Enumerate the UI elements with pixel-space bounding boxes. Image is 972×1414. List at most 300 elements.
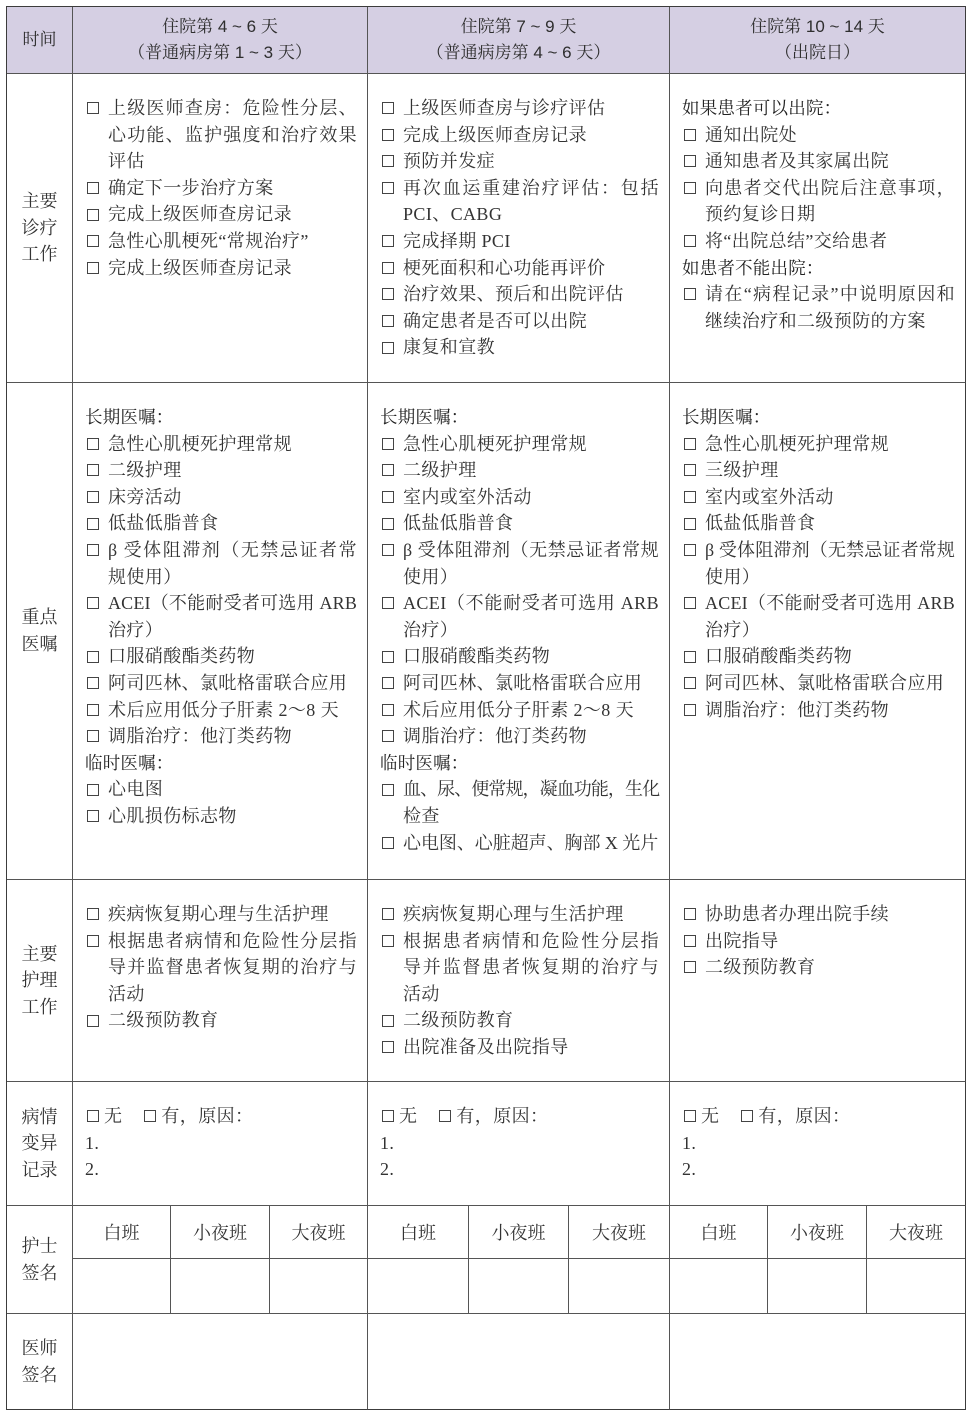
checklist-item-text: [108, 484, 357, 511]
checkbox[interactable]: [382, 129, 394, 141]
checklist-item[interactable]: [86, 697, 357, 724]
row-label-variance-record: [7, 1082, 73, 1206]
checkbox[interactable]: [382, 342, 394, 354]
checklist-item[interactable]: [683, 928, 955, 955]
row-label-line: 重点: [21, 607, 58, 628]
checkbox[interactable]: [382, 102, 394, 114]
checklist-item[interactable]: [683, 537, 955, 590]
checkbox[interactable]: [439, 1110, 451, 1122]
checklist-item[interactable]: [86, 484, 357, 511]
shift-evening-label: 小夜班: [768, 1206, 867, 1259]
checklist-item[interactable]: [381, 484, 659, 511]
orders-cell-day-7-9: [368, 383, 670, 880]
checklist-item-text: [108, 255, 357, 282]
checklist-item-text: [403, 1007, 659, 1034]
checklist-item-text: [108, 95, 357, 175]
text-line: ACEI（不能耐受者可选用 ARB: [705, 593, 955, 614]
text-line: 治疗）: [403, 619, 459, 640]
shift-evening-label: 小夜班: [469, 1206, 569, 1259]
time-header: [7, 7, 73, 74]
checklist-item-text: [705, 228, 955, 255]
checklist-item-text: [705, 643, 955, 670]
checklist-item[interactable]: [381, 1007, 659, 1034]
checklist-item[interactable]: [381, 776, 659, 829]
shift-night-label: 大夜班: [569, 1206, 669, 1259]
checklist-item-text: [705, 928, 955, 955]
text-line: 评估: [108, 151, 145, 172]
checklist-item-text: [403, 228, 659, 255]
checklist-item[interactable]: [381, 510, 659, 537]
checklist-item-text: [108, 803, 357, 830]
checklist-item[interactable]: [381, 928, 659, 1008]
checkbox[interactable]: [684, 704, 696, 716]
row-label-line: 签名: [21, 1262, 58, 1283]
checkbox[interactable]: [684, 438, 696, 450]
variance-reason-line: 2.: [380, 1159, 395, 1180]
section-heading: 长期医嘱：: [380, 407, 469, 427]
checkbox[interactable]: [684, 908, 696, 920]
checklist-item[interactable]: [381, 175, 659, 228]
row-label-key-orders: [7, 383, 73, 880]
checkbox[interactable]: [87, 935, 99, 947]
checkbox[interactable]: [87, 491, 99, 503]
text-line: 床旁活动: [108, 486, 182, 507]
checklist-item[interactable]: [86, 1007, 357, 1034]
text-line: 三级护理: [705, 460, 779, 481]
text-line: 通知患者及其家属出院: [705, 151, 889, 172]
checkbox[interactable]: [382, 235, 394, 247]
checkbox[interactable]: [87, 651, 99, 663]
checklist-item[interactable]: [683, 175, 955, 228]
checklist-item[interactable]: [683, 484, 955, 511]
text-line: 低盐低脂普食: [403, 513, 514, 534]
ward-day-subtitle: （普通病房第 4 ~ 6 天）: [426, 43, 611, 62]
checkbox[interactable]: [382, 597, 394, 609]
section-heading: 如果患者可以出院：: [682, 98, 842, 118]
checkbox[interactable]: [382, 1110, 394, 1122]
checkbox[interactable]: [684, 129, 696, 141]
checkbox[interactable]: [684, 288, 696, 300]
nursing-cell-day-7-9: [368, 880, 670, 1082]
checklist-item[interactable]: [683, 431, 955, 458]
checkbox[interactable]: [684, 651, 696, 663]
checklist: [381, 95, 659, 361]
text-line: 术后应用低分子肝素 2～8 天: [403, 699, 634, 720]
variance-option-yes[interactable]: [740, 1103, 850, 1130]
checklist-item[interactable]: [381, 830, 659, 857]
checkbox[interactable]: [382, 544, 394, 556]
checklist-item-text: [108, 723, 357, 750]
text-line: 急性心肌梗死护理常规: [108, 433, 292, 454]
checkbox[interactable]: [87, 704, 99, 716]
shift-grid: [73, 1206, 367, 1313]
text-line: 协助患者办理出院手续: [705, 904, 889, 924]
checklist-item[interactable]: [86, 175, 357, 202]
variance-option-yes[interactable]: [143, 1103, 253, 1130]
checkbox[interactable]: [382, 288, 394, 300]
checkbox[interactable]: [87, 730, 99, 742]
text-line: 再次血运重建治疗评估：包括: [403, 177, 659, 198]
checkbox[interactable]: [87, 235, 99, 247]
checklist-item-text: [403, 457, 659, 484]
text-line: 室内或室外活动: [403, 486, 532, 507]
checkbox[interactable]: [684, 961, 696, 973]
text-line: 确定患者是否可以出院: [403, 310, 587, 331]
day-shift-signature-field[interactable]: [670, 1259, 768, 1313]
text-line: 治疗）: [108, 619, 164, 640]
checklist-item-text: [403, 537, 659, 590]
evening-shift-signature-field[interactable]: [469, 1259, 569, 1313]
day-range-title: 住院第 4 ~ 6 天: [162, 17, 278, 36]
checkbox[interactable]: [684, 155, 696, 167]
checklist: [381, 404, 659, 856]
checklist-item-text: [108, 510, 357, 537]
checklist-item-text: [403, 776, 659, 829]
text-line: 导并监督患者恢复期的治疗与: [108, 957, 357, 978]
checklist-item[interactable]: [86, 431, 357, 458]
checklist-item-text: [108, 901, 357, 928]
checklist-item[interactable]: [86, 228, 357, 255]
checkbox[interactable]: [684, 544, 696, 556]
checkbox[interactable]: [684, 935, 696, 947]
checklist-item[interactable]: [381, 643, 659, 670]
checklist-item-text: [403, 697, 659, 724]
checklist-item[interactable]: [86, 803, 357, 830]
checkbox[interactable]: [382, 491, 394, 503]
text-line: 将“出院总结”交给患者: [705, 230, 888, 251]
checkbox[interactable]: [87, 597, 99, 609]
ward-day-subtitle: （普通病房第 1 ~ 3 天）: [128, 43, 312, 62]
day-column-header-1: [73, 7, 368, 74]
checkbox[interactable]: [382, 704, 394, 716]
text-line: 完成上级医师查房记录: [108, 257, 292, 278]
checkbox[interactable]: [87, 544, 99, 556]
day-column-header-2: [368, 7, 670, 74]
checklist-item[interactable]: [86, 255, 357, 282]
checklist: [86, 95, 357, 281]
variance-reason-line: 1.: [85, 1132, 100, 1153]
checklist-item[interactable]: [683, 697, 955, 724]
shift-night-label: 大夜班: [270, 1206, 367, 1259]
checkbox[interactable]: [144, 1110, 156, 1122]
text-line: 血、尿、便常规，凝血功能，生化: [403, 779, 659, 800]
checklist-item[interactable]: [381, 431, 659, 458]
checklist-item[interactable]: [381, 281, 659, 308]
checklist-item-text: [403, 431, 659, 458]
checkbox[interactable]: [382, 464, 394, 476]
checklist-item[interactable]: [381, 255, 659, 282]
variance-option-none[interactable]: [86, 1103, 122, 1130]
checkbox[interactable]: [684, 182, 696, 194]
option-label: 有，原因：: [161, 1106, 254, 1126]
text-line: 急性心肌梗死护理常规: [403, 433, 587, 454]
checkbox[interactable]: [87, 209, 99, 221]
checklist-item-text: [108, 537, 357, 590]
checklist-item-text: [108, 201, 357, 228]
checklist-item-text: [108, 697, 357, 724]
checklist-item[interactable]: [86, 457, 357, 484]
checklist-item[interactable]: [381, 95, 659, 122]
section-heading: 如患者不能出院：: [682, 257, 824, 278]
clinical-pathway-table: [6, 6, 966, 1410]
checklist-item-text: [705, 954, 955, 981]
row-label-diagnosis-work: [7, 74, 73, 383]
checklist-item[interactable]: [381, 697, 659, 724]
row-label-nurse-signature: [7, 1206, 73, 1314]
checklist-item[interactable]: [381, 148, 659, 175]
doctor-signature-field-day-10-14[interactable]: [670, 1314, 966, 1410]
variance-option-none[interactable]: [683, 1103, 719, 1130]
text-line: 心电图、心脏超声、胸部 X 光片: [403, 832, 659, 853]
checklist-item[interactable]: [381, 228, 659, 255]
text-line: 使用）: [705, 566, 761, 587]
text-line: 术后应用低分子肝素 2～8 天: [108, 699, 339, 720]
doctor-signature-field-day-7-9[interactable]: [368, 1314, 670, 1410]
checkbox[interactable]: [684, 597, 696, 609]
checkbox[interactable]: [382, 1015, 394, 1027]
nurse-signature-cell-day-7-9: [368, 1206, 670, 1314]
checklist-item-text: [403, 148, 659, 175]
diagnosis-cell-day-4-6: [73, 74, 368, 383]
checklist-item-text: [403, 590, 659, 643]
checklist-item[interactable]: [381, 723, 659, 750]
checklist-item[interactable]: [381, 122, 659, 149]
variance-option-yes[interactable]: [438, 1103, 548, 1130]
checklist-item-text: [108, 457, 357, 484]
checkbox[interactable]: [684, 235, 696, 247]
checklist-item-text: [705, 510, 955, 537]
doctor-signature-field-day-4-6[interactable]: [73, 1314, 368, 1410]
night-shift-signature-field[interactable]: [569, 1259, 669, 1313]
checklist-item[interactable]: [381, 334, 659, 361]
checklist: [683, 404, 955, 723]
checklist-item-text: [705, 901, 955, 928]
variance-cell-day-4-6: [73, 1082, 368, 1206]
text-line: 通知出院处: [705, 124, 797, 145]
checklist-item[interactable]: [86, 928, 357, 1008]
text-line: 二级预防教育: [108, 1010, 219, 1031]
checkbox[interactable]: [382, 155, 394, 167]
text-line: 二级预防教育: [403, 1010, 514, 1031]
checklist: [86, 901, 357, 1034]
checklist-item-text: [403, 510, 659, 537]
checkbox[interactable]: [382, 262, 394, 274]
checklist-item-text: [705, 431, 955, 458]
checklist-item[interactable]: [86, 776, 357, 803]
checkbox[interactable]: [684, 464, 696, 476]
checklist-item-text: [403, 175, 659, 228]
shift-day-label: 白班: [670, 1206, 768, 1259]
checklist-item[interactable]: [381, 590, 659, 643]
checkbox[interactable]: [87, 518, 99, 530]
text-line: 心电图: [108, 779, 164, 800]
text-line: 请在“病程记录”中说明原因和: [705, 284, 955, 305]
checklist-item[interactable]: [683, 281, 955, 334]
checklist-item[interactable]: [683, 148, 955, 175]
checklist-item[interactable]: [683, 670, 955, 697]
checklist-item-text: [403, 643, 659, 670]
checklist-item[interactable]: [683, 590, 955, 643]
text-line: 继续治疗和二级预防的方案: [705, 310, 926, 331]
variance-reason-line: 2.: [85, 1159, 100, 1180]
checkbox[interactable]: [87, 784, 99, 796]
day-shift-signature-field[interactable]: [73, 1259, 171, 1313]
checklist-item-text: [403, 334, 659, 361]
text-line: 根据患者病情和危险性分层指: [108, 930, 357, 951]
checkbox[interactable]: [684, 1110, 696, 1122]
option-label: 有，原因：: [758, 1106, 851, 1126]
text-line: 口服硝酸酯类药物: [705, 646, 853, 667]
checkbox[interactable]: [382, 315, 394, 327]
checklist-item-text: [705, 697, 955, 724]
section-heading: 临时医嘱：: [85, 752, 174, 773]
checkbox[interactable]: [382, 837, 394, 849]
checkbox[interactable]: [87, 438, 99, 450]
checkbox[interactable]: [382, 651, 394, 663]
checkbox[interactable]: [382, 784, 394, 796]
checkbox[interactable]: [87, 182, 99, 194]
text-line: 活动: [108, 983, 145, 1004]
checklist-item[interactable]: [86, 537, 357, 590]
checklist-item[interactable]: [86, 201, 357, 228]
checkbox[interactable]: [382, 908, 394, 920]
day-column-header-3: [670, 7, 966, 74]
shift-day-label: 白班: [73, 1206, 171, 1259]
discharge-day-subtitle: （出院日）: [775, 43, 860, 62]
text-line: ACEI（不能耐受者可选用 ARB: [403, 593, 659, 614]
checklist-item[interactable]: [381, 670, 659, 697]
option-label: 有，原因：: [456, 1106, 549, 1126]
section-heading: 长期医嘱：: [85, 407, 174, 427]
text-line: β 受体阻滞剂（无禁忌证者常规: [705, 539, 955, 560]
checkbox[interactable]: [87, 464, 99, 476]
checklist-item-text: [403, 95, 659, 122]
checklist-item[interactable]: [86, 670, 357, 697]
checklist-item[interactable]: [381, 901, 659, 928]
checklist-item[interactable]: [683, 228, 955, 255]
checklist-item[interactable]: [683, 457, 955, 484]
row-label-line: 工作: [21, 996, 58, 1017]
checklist-item-text: [403, 928, 659, 1008]
checklist-item-text: [705, 281, 955, 334]
row-label-line: 记录: [21, 1159, 58, 1180]
row-label-line: 主要: [21, 943, 58, 964]
checkbox[interactable]: [87, 677, 99, 689]
evening-shift-signature-field[interactable]: [171, 1259, 270, 1313]
option-label: 无: [104, 1106, 123, 1126]
night-shift-signature-field[interactable]: [270, 1259, 367, 1313]
variance-cell-day-7-9: [368, 1082, 670, 1206]
text-line: 导并监督患者恢复期的治疗与: [403, 957, 659, 978]
text-line: 二级护理: [108, 460, 182, 481]
checklist-item-text: [108, 776, 357, 803]
checkbox[interactable]: [87, 1110, 99, 1122]
checklist: [381, 901, 659, 1061]
text-line: 急性心肌梗死护理常规: [705, 433, 889, 454]
text-line: PCI、CABG: [403, 204, 503, 225]
checklist-item-text: [403, 484, 659, 511]
evening-shift-signature-field[interactable]: [768, 1259, 867, 1313]
checklist-item-text: [705, 537, 955, 590]
text-line: 室内或室外活动: [705, 486, 834, 507]
checkbox[interactable]: [382, 182, 394, 194]
row-label-line: 主要: [21, 191, 58, 212]
row-label-line: 工作: [21, 244, 58, 265]
row-label-line: 变异: [21, 1133, 58, 1154]
checkbox[interactable]: [87, 102, 99, 114]
text-line: 口服硝酸酯类药物: [108, 646, 256, 667]
nursing-cell-day-10-14: [670, 880, 966, 1082]
text-line: 二级预防教育: [705, 957, 816, 978]
checklist-item-text: [403, 830, 659, 857]
checklist-item[interactable]: [381, 537, 659, 590]
checklist-item[interactable]: [683, 510, 955, 537]
text-line: 上级医师查房与诊疗评估: [403, 98, 606, 118]
text-line: 预防并发症: [403, 151, 495, 172]
checkbox[interactable]: [382, 935, 394, 947]
checklist-item[interactable]: [683, 643, 955, 670]
checkbox[interactable]: [382, 677, 394, 689]
checklist-item[interactable]: [683, 122, 955, 149]
row-label-line: 医师: [21, 1337, 58, 1358]
checkbox[interactable]: [382, 518, 394, 530]
text-line: 急性心肌梗死“常规治疗”: [108, 230, 309, 251]
text-line: 完成择期 PCI: [403, 230, 511, 251]
shift-grid: [670, 1206, 965, 1313]
checklist-item[interactable]: [86, 510, 357, 537]
checklist-item-text: [403, 1034, 659, 1061]
checklist-item-text: [705, 122, 955, 149]
variance-option-none[interactable]: [381, 1103, 417, 1130]
checkbox[interactable]: [382, 438, 394, 450]
day-shift-signature-field[interactable]: [368, 1259, 469, 1313]
variance-options: [86, 1103, 357, 1130]
checklist-item[interactable]: [86, 643, 357, 670]
checklist-item-text: [403, 723, 659, 750]
checklist-item[interactable]: [86, 95, 357, 175]
checklist-item-text: [403, 308, 659, 335]
checklist-item[interactable]: [683, 901, 955, 928]
checklist-item[interactable]: [683, 954, 955, 981]
checkbox[interactable]: [87, 262, 99, 274]
row-label-doctor-signature: [7, 1314, 73, 1410]
checklist-item[interactable]: [86, 590, 357, 643]
checkbox[interactable]: [684, 677, 696, 689]
checkbox[interactable]: [87, 810, 99, 822]
checkbox[interactable]: [87, 908, 99, 920]
checklist-item[interactable]: [86, 723, 357, 750]
checklist-item-text: [705, 175, 955, 228]
text-line: 阿司匹林、氯吡格雷联合应用: [108, 672, 348, 693]
checklist-item-text: [108, 228, 357, 255]
checklist-item[interactable]: [381, 308, 659, 335]
checkbox[interactable]: [87, 1015, 99, 1027]
row-label-line: 护理: [21, 970, 58, 991]
checkbox[interactable]: [382, 730, 394, 742]
checkbox[interactable]: [382, 1041, 394, 1053]
checkbox[interactable]: [684, 491, 696, 503]
text-line: 调脂治疗：他汀类药物: [403, 726, 587, 747]
checklist-item-text: [705, 148, 955, 175]
checklist-item[interactable]: [381, 457, 659, 484]
night-shift-signature-field[interactable]: [867, 1259, 965, 1313]
checklist-item[interactable]: [86, 901, 357, 928]
checklist-item[interactable]: [381, 1034, 659, 1061]
checklist: [683, 901, 955, 981]
checklist-item-text: [403, 670, 659, 697]
checkbox[interactable]: [741, 1110, 753, 1122]
checkbox[interactable]: [684, 518, 696, 530]
